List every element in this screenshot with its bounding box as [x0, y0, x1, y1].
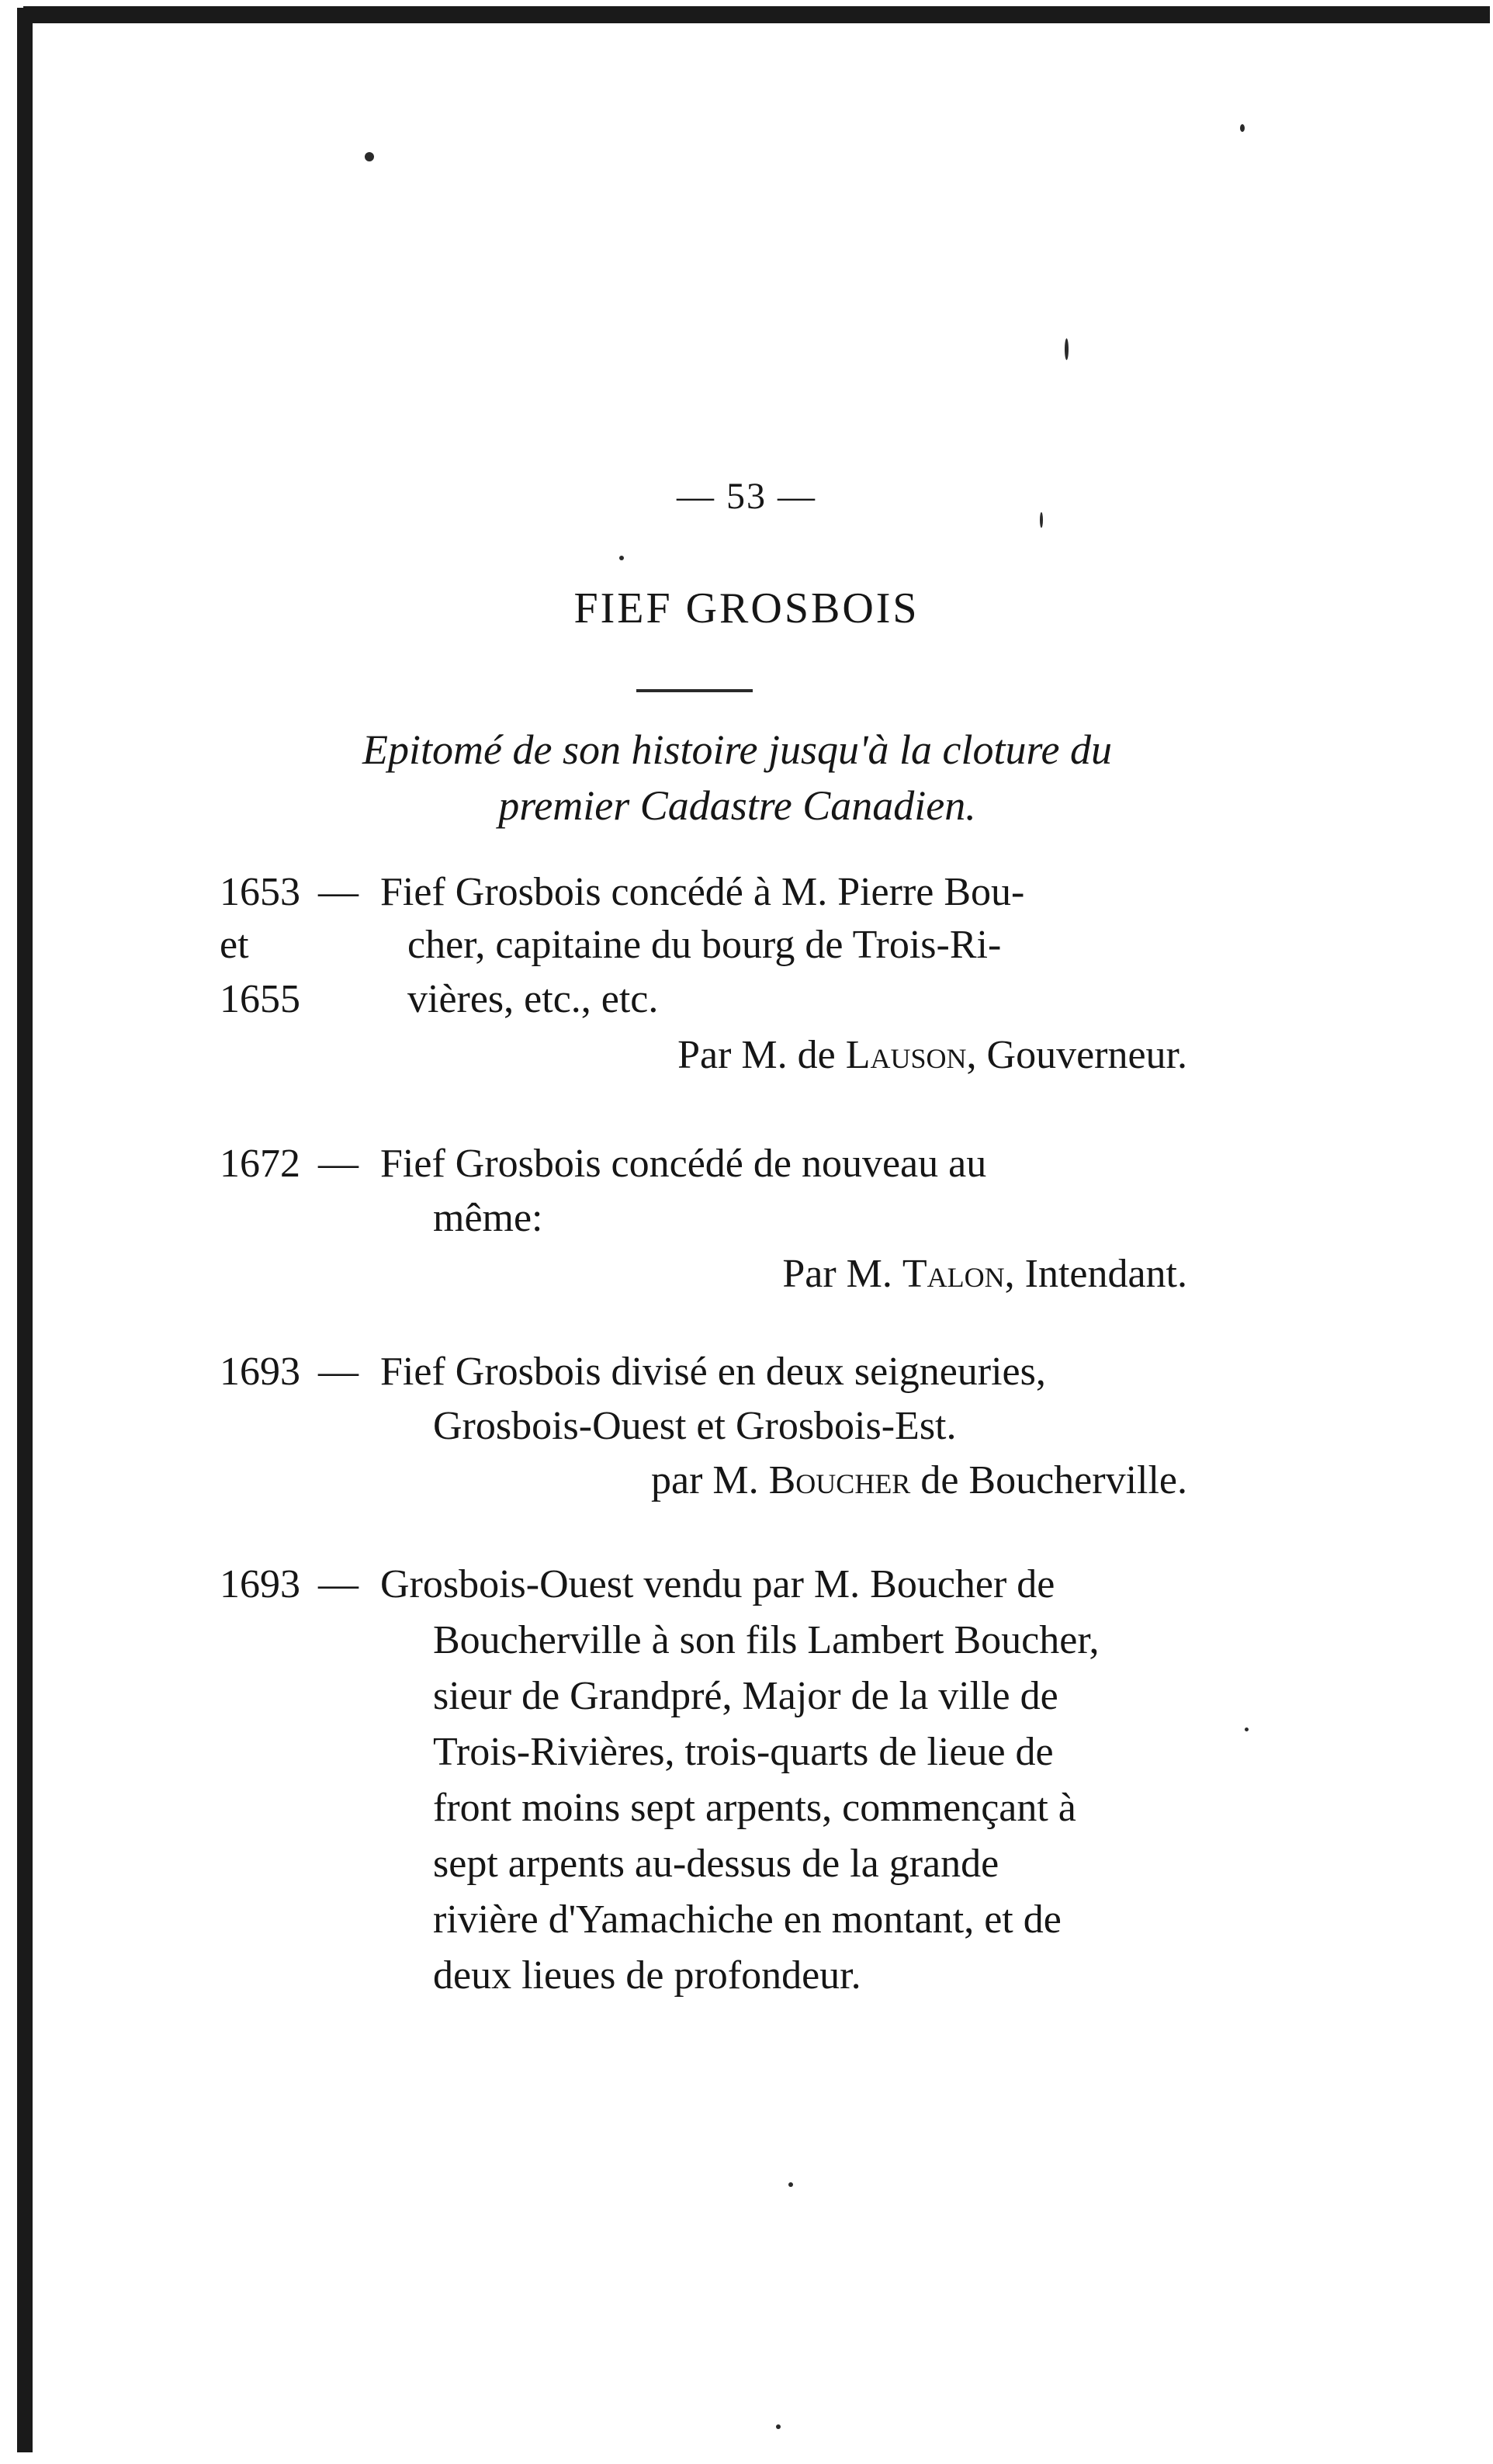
- attribution-suffix: , Intendant.: [1004, 1252, 1187, 1296]
- attribution-suffix: , Gouverneur.: [966, 1033, 1187, 1077]
- entry-dash: —: [318, 1142, 359, 1186]
- entry-text-line: rivière d'Yamachiche en montant, et de: [433, 1897, 1062, 1942]
- entry-text-line: même:: [433, 1196, 543, 1240]
- entry-text-line: Fief Grosbois divisé en deux seigneuries,: [380, 1350, 1046, 1394]
- scan-speck: [619, 556, 624, 560]
- attribution-name: Boucher: [768, 1458, 911, 1502]
- scan-speck: [1065, 338, 1069, 360]
- scan-speck: [788, 2182, 793, 2187]
- page-number: — 53 —: [677, 476, 816, 517]
- entry-dash: —: [318, 1350, 359, 1394]
- scan-speck: [1245, 1728, 1249, 1731]
- entry-year: 1653: [220, 870, 300, 914]
- entry-attribution: [782, 1251, 1187, 1297]
- entry-text-line: vières, etc., etc.: [407, 977, 659, 1021]
- scan-speck: [1240, 124, 1245, 132]
- scan-speck: [776, 2424, 781, 2429]
- entry-year: 1672: [220, 1142, 300, 1186]
- entry-year: 1693: [220, 1562, 300, 1606]
- entry-text-line: Grosbois-Ouest vendu par M. Boucher de: [380, 1562, 1055, 1606]
- attribution-name: Talon: [902, 1252, 1005, 1296]
- title-rule: [636, 689, 753, 692]
- attribution-suffix: de Boucherville.: [910, 1458, 1187, 1502]
- entry-text-line: Boucherville à son fils Lambert Boucher,: [433, 1618, 1100, 1662]
- entry-text-line: Trois-Rivières, trois-quarts de lieue de: [433, 1730, 1054, 1774]
- entry-text-line: Grosbois-Ouest et Grosbois-Est.: [433, 1404, 957, 1448]
- attribution-prefix: Par M. de: [677, 1033, 846, 1077]
- entry-year: 1655: [220, 977, 300, 1021]
- subtitle: [233, 722, 1242, 833]
- entry-year-connector: et: [220, 923, 249, 967]
- page-edge-top: [23, 6, 1490, 23]
- entry-dash: —: [318, 870, 359, 914]
- entry-text-line: sept arpents au-dessus de la grande: [433, 1842, 999, 1886]
- entry-text-line: cher, capitaine du bourg de Trois-Ri-: [407, 923, 1002, 967]
- entry-year: 1693: [220, 1350, 300, 1394]
- entry-text-line: front moins sept arpents, commençant à: [433, 1786, 1076, 1830]
- entry-text-line: Fief Grosbois concédé de nouveau au: [380, 1142, 987, 1186]
- entry-attribution: [651, 1457, 1187, 1503]
- section-title: FIEF GROSBOIS: [573, 584, 920, 632]
- entry-dash: —: [318, 1562, 359, 1606]
- subtitle-line: premier Cadastre Canadien.: [498, 782, 976, 829]
- entry-text-line: deux lieues de profondeur.: [433, 1953, 861, 1998]
- page-edge-left: [17, 8, 33, 2452]
- entry-text-line: sieur de Grandpré, Major de la ville de: [433, 1674, 1058, 1718]
- entry-attribution: [677, 1032, 1187, 1078]
- scan-speck: [365, 152, 374, 161]
- entry-text-line: Fief Grosbois concédé à M. Pierre Bou-: [380, 870, 1025, 914]
- attribution-name: Lauson: [845, 1033, 967, 1077]
- attribution-prefix: Par M.: [782, 1252, 902, 1296]
- subtitle-line: Epitomé de son histoire jusqu'à la cloture du: [362, 726, 1112, 773]
- attribution-prefix: par M.: [650, 1458, 769, 1502]
